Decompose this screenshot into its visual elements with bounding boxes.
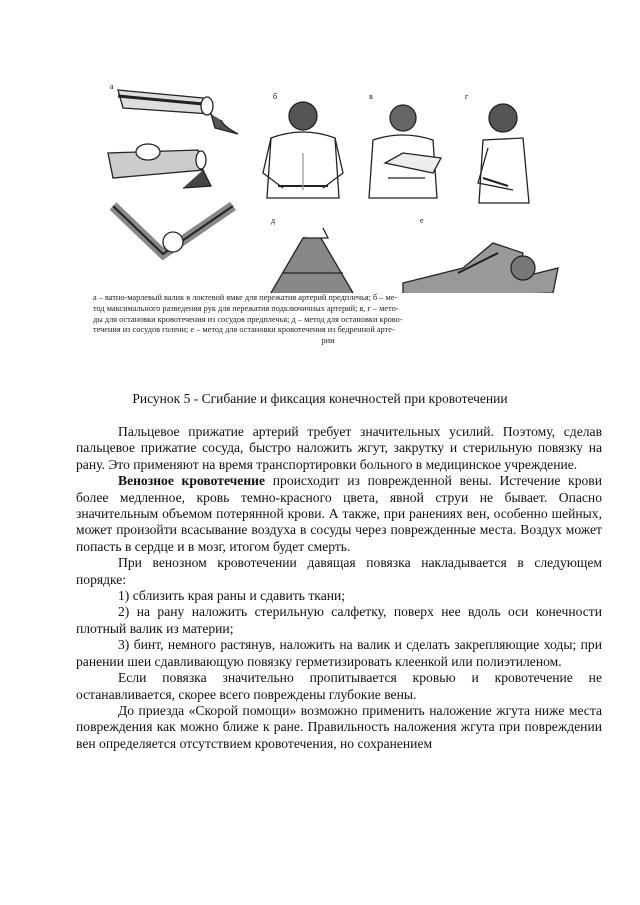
legend-line: течения из сосудов голени; е – метод для остановки кровотечения из бедренной арте- — [93, 325, 395, 335]
paragraph: Пальцевое прижатие артерий требует значительных усилий. Поэтому, сделав пальцевое прижатие сосуда, быстро наложить жгут, закрутку и стерильную повязку на рану. Это применяют на время транспортировки больного в медицинское учреждение. — [76, 424, 602, 472]
panel-d-drawing — [263, 228, 365, 293]
panel-a-drawing — [108, 90, 238, 254]
paragraph: Если повязка значительно пропитывается кровью и кровотечение не останавливается, скорее всего повреждены глубокие вены. — [76, 670, 602, 702]
term-venous-bleeding: Венозное кровотечение — [118, 473, 266, 489]
legend-line: тод максимального разведения рук для пережатия подключичных артерий; в, г – мето- — [93, 303, 399, 313]
paragraph: При венозном кровотечении давящая повязка накладывается в следующем порядке: — [76, 555, 602, 587]
figure-caption: Рисунок 5 - Сгибание и фиксация конечностей при кровотечении — [132, 391, 508, 406]
panel-label-g: г — [465, 92, 469, 101]
list-item: 2) на рану наложить стерильную салфетку, поверх нее вдоль оси конечности плотный валик из материи; — [76, 604, 602, 636]
panel-label-d: д — [271, 216, 276, 225]
body-text — [76, 424, 602, 752]
paragraph — [76, 473, 602, 555]
panel-label-a: а — [110, 82, 114, 91]
panel-v-drawing — [369, 105, 441, 198]
legend-line: а – ватно-марлевый валик в локтевой ямке для пережатия артерий предплечья; б – ме- — [93, 293, 398, 302]
paragraph: До приезда «Скорой помощи» возможно применить наложение жгута ниже места повреждения как можно ближе к ране. Правильность наложения жгута при повреждении вен определяется отсутствием кровотечения, но сохранением — [76, 702, 602, 751]
legend-line: ды для остановки кровотечения из сосудов предплечья; д – метод для остановки крово- — [93, 314, 403, 324]
list-item: 3) бинт, немного растянув, наложить на валик и сделать закрепляющие ходы; при ранении шеи сдавливающую повязку герметизировать клеенкой или полиэтиленом. — [76, 637, 602, 669]
panel-label-e: е — [420, 216, 424, 225]
legend-line: рии — [321, 336, 335, 346]
panel-label-b: б — [273, 92, 278, 101]
list-item: 1) сблизить края раны и сдавить ткани; — [118, 588, 346, 604]
panel-g-drawing — [478, 104, 529, 203]
figure-legend — [93, 293, 563, 347]
panel-label-v: в — [369, 92, 373, 101]
bleeding-figure-illustration — [103, 78, 563, 293]
panel-e-drawing — [403, 243, 558, 293]
panel-b-drawing — [263, 102, 343, 198]
paragraph-text: происходит из поврежденной вены. Истечение крови более медленное, кровь темно-красного цвета, явной струи не бывает. Опасно значительным объемом потерянной крови. А также, при ранениях вен, особенно шейных, может произойти всасывание воздуха в сосуды через поврежденные места. Воздух может попасть в сердце и в мозг, итогом будет смерть. — [76, 473, 602, 554]
